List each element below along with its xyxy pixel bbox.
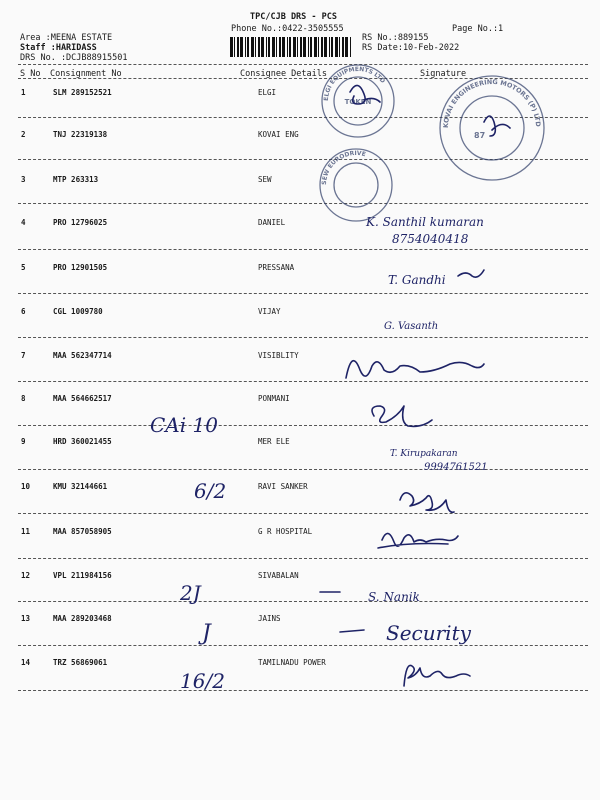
- row-consignee: TAMILNADU POWER: [258, 658, 326, 667]
- row-divider: [18, 337, 588, 338]
- barcode-bar: [247, 37, 249, 57]
- row-consignee: G R HOSPITAL: [258, 527, 313, 536]
- barcode-bar: [297, 37, 298, 57]
- row-sno: 7: [21, 351, 26, 360]
- table-row: [0, 128, 600, 148]
- row-sno: 12: [21, 571, 31, 580]
- row-consignment: PRO 12901505: [53, 263, 108, 272]
- staff-label: Staff :HARIDASS: [20, 43, 97, 53]
- page-number: Page No.:1: [452, 24, 504, 34]
- row-consignment: SLM 289152521: [53, 88, 112, 97]
- barcode-bar: [345, 37, 348, 57]
- row-divider: [18, 117, 588, 118]
- row-consignment: CGL 1009780: [53, 307, 103, 316]
- handwritten-name-row13: Security: [386, 621, 471, 645]
- row-divider: [18, 425, 588, 426]
- row-sno: 5: [21, 263, 26, 272]
- barcode-bar: [258, 37, 260, 57]
- handwritten-name-row5: T. Gandhi: [388, 273, 446, 287]
- table-row: [0, 525, 600, 545]
- barcode-bar: [339, 37, 340, 57]
- row-divider: [18, 249, 588, 250]
- table-row: [0, 349, 600, 369]
- table-row: [0, 261, 600, 281]
- row-consignment: TRZ 56869061: [53, 658, 108, 667]
- handwritten-name-row9: T. Kirupakaran: [390, 449, 458, 459]
- row-consignment: MAA 289203468: [53, 614, 112, 623]
- row-consignment: MAA 564662517: [53, 394, 112, 403]
- row-sno: 11: [21, 527, 31, 536]
- row-sno: 10: [21, 482, 31, 491]
- divider: [18, 78, 588, 79]
- row-divider: [18, 203, 588, 204]
- barcode: [230, 37, 352, 57]
- column-header-sno: S No: [20, 69, 41, 79]
- barcode-bar: [230, 37, 233, 57]
- row-divider: [18, 601, 588, 602]
- row-consignment: MTP 263313: [53, 175, 99, 184]
- barcode-bar: [245, 37, 246, 57]
- row-divider: [18, 159, 588, 160]
- barcode-bar: [237, 37, 239, 57]
- barcode-bar: [276, 37, 277, 57]
- column-header-signature: Signature: [420, 69, 467, 79]
- row-sno: 9: [21, 437, 26, 446]
- phone-number: Phone No.:0422-3505555: [231, 24, 344, 34]
- row-consignee: PONMANI: [258, 394, 290, 403]
- row-divider: [18, 645, 588, 646]
- barcode-bar: [335, 37, 338, 57]
- barcode-bar: [287, 37, 288, 57]
- table-row: [0, 435, 600, 455]
- row-divider: [18, 469, 588, 470]
- row-consignment: TNJ 22319138: [53, 130, 108, 139]
- barcode-bar: [272, 37, 275, 57]
- barcode-bar: [321, 37, 323, 57]
- barcode-bar: [342, 37, 344, 57]
- barcode-bar: [324, 37, 327, 57]
- row-consignee: ELGI: [258, 88, 277, 97]
- barcode-bar: [234, 37, 235, 57]
- table-row: [0, 612, 600, 632]
- row-consignee: KOVAI ENG: [258, 130, 299, 139]
- row-sno: 14: [21, 658, 31, 667]
- barcode-bar: [268, 37, 270, 57]
- row-sno: 1: [21, 88, 26, 97]
- barcode-bar: [329, 37, 330, 57]
- handwritten-note-row13: J: [202, 621, 211, 646]
- table-row: [0, 480, 600, 500]
- elgi-stamp-center: TOKEN: [344, 98, 372, 106]
- row-divider: [18, 558, 588, 559]
- barcode-bar: [261, 37, 264, 57]
- row-divider: [18, 513, 588, 514]
- barcode-bar: [308, 37, 309, 57]
- row-consignee: MER ELE: [258, 437, 290, 446]
- table-row: [0, 569, 600, 589]
- area-label: Area :MEENA ESTATE: [20, 33, 113, 43]
- row-consignee: DANIEL: [258, 218, 286, 227]
- table-row: [0, 656, 600, 676]
- barcode-bar: [303, 37, 306, 57]
- row-consignee: SEW: [258, 175, 272, 184]
- sew-stamp-text: SEW EURODRIVE: [320, 149, 367, 186]
- row-sno: 13: [21, 614, 31, 623]
- handwritten-name-row7: G. Vasanth: [384, 321, 439, 332]
- barcode-bar: [255, 37, 256, 57]
- divider: [18, 64, 588, 65]
- row-consignment: PRO 12796025: [53, 218, 108, 227]
- barcode-bar: [293, 37, 296, 57]
- table-row: [0, 173, 600, 193]
- barcode-bar: [318, 37, 319, 57]
- elgi-stamp-text: ELGI EQUIPMENTS LTD: [322, 65, 387, 102]
- row-sno: 8: [21, 394, 26, 403]
- barcode-bar: [282, 37, 285, 57]
- row-sno: 6: [21, 307, 26, 316]
- table-row: [0, 216, 600, 236]
- column-header-consignment: Consignment No: [50, 69, 122, 79]
- barcode-bar: [350, 37, 351, 57]
- rs-date: RS Date:10-Feb-2022: [362, 43, 460, 53]
- row-consignment: KMU 32144661: [53, 482, 108, 491]
- handwritten-name-row4: K. Santhil kumaran: [366, 215, 484, 229]
- handwritten-note-row12: 2J: [180, 581, 201, 605]
- row-consignment: VPL 211984156: [53, 571, 112, 580]
- document-title: TPC/CJB DRS - PCS: [250, 12, 337, 22]
- row-sno: 3: [21, 175, 26, 184]
- row-consignment: MAA 857058905: [53, 527, 112, 536]
- handwritten-phone-row9: 9994761521: [424, 462, 488, 473]
- table-row: [0, 392, 600, 412]
- barcode-bar: [240, 37, 243, 57]
- row-consignee: JAINS: [258, 614, 281, 623]
- column-header-consignee: Consignee Details: [240, 69, 327, 79]
- drs-number: DRS No. :DCJB88915501: [20, 53, 128, 63]
- handwritten-note-row14: 16/2: [180, 669, 225, 693]
- row-sno: 2: [21, 130, 26, 139]
- handwritten-phone-row4: 8754040418: [392, 232, 469, 246]
- row-consignment: HRD 360021455: [53, 437, 112, 446]
- row-consignment: MAA 562347714: [53, 351, 112, 360]
- rs-number: RS No.:889155: [362, 33, 429, 43]
- row-sno: 4: [21, 218, 26, 227]
- barcode-bar: [310, 37, 312, 57]
- handwritten-note-row10: 6/2: [194, 479, 227, 503]
- kovai-stamp-text: KOVAI ENGINEERING MOTORS (P) LTD: [441, 77, 543, 129]
- barcode-bar: [266, 37, 267, 57]
- row-divider: [18, 381, 588, 382]
- barcode-bar: [314, 37, 317, 57]
- barcode-bar: [300, 37, 302, 57]
- handwritten-note-row8: CAi 10: [150, 413, 218, 437]
- table-row: [0, 86, 600, 106]
- row-consignee: VIJAY: [258, 307, 281, 316]
- table-row: [0, 305, 600, 325]
- barcode-bar: [289, 37, 291, 57]
- row-consignee: VISIBLITY: [258, 351, 299, 360]
- row-consignee: PRESSANA: [258, 263, 295, 272]
- barcode-bar: [279, 37, 281, 57]
- row-divider: [18, 690, 588, 691]
- row-divider: [18, 293, 588, 294]
- barcode-bar: [331, 37, 333, 57]
- handwritten-name-row12: S. Nanik: [368, 590, 420, 604]
- row-consignee: SIVABALAN: [258, 571, 299, 580]
- kovai-stamp-center: 87: [474, 131, 486, 140]
- row-consignee: RAVI SANKER: [258, 482, 308, 491]
- barcode-bar: [251, 37, 254, 57]
